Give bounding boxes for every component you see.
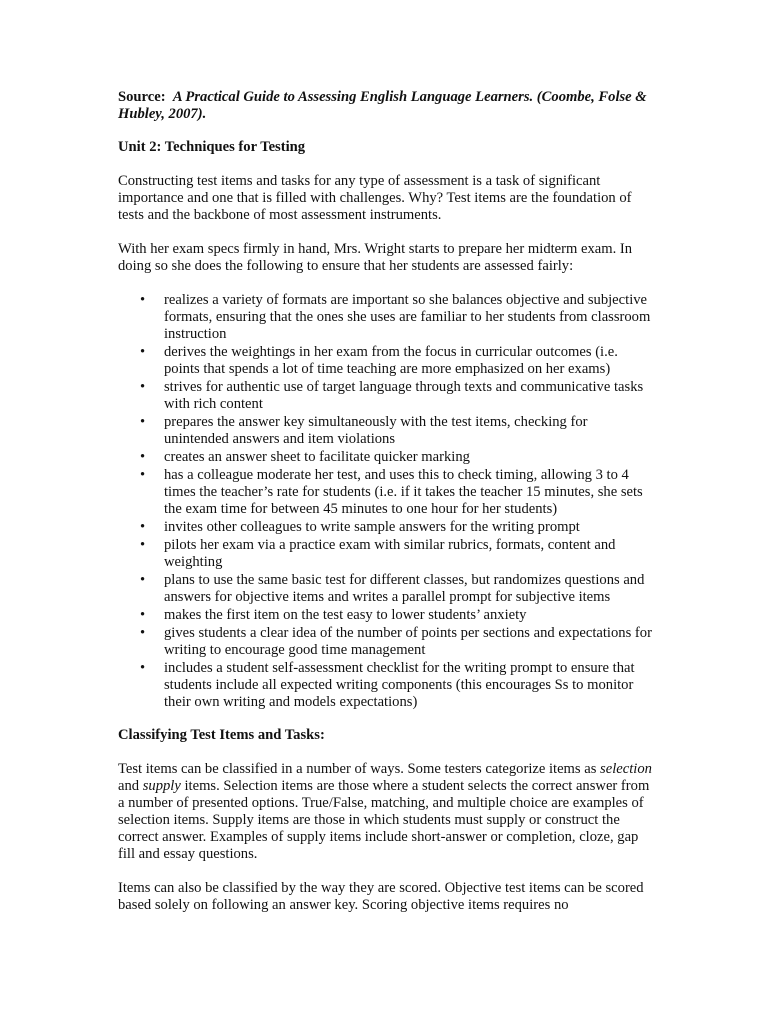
bullet-icon: • bbox=[140, 379, 146, 395]
term-selection: selection bbox=[600, 761, 652, 777]
unit-heading: Unit 2: Techniques for Testing bbox=[118, 139, 306, 155]
list-item bbox=[118, 344, 653, 378]
term-supply: supply bbox=[142, 778, 181, 794]
list-item bbox=[118, 537, 653, 571]
procedure-list bbox=[118, 292, 653, 711]
source-citation bbox=[118, 89, 653, 123]
list-item-text: gives students a clear idea of the number of points per sections and expectations for writing to encourage good time management bbox=[164, 625, 652, 658]
list-item bbox=[118, 292, 653, 343]
document-page bbox=[118, 89, 653, 914]
intro-paragraph: Constructing test items and tasks for any type of assessment is a task of significant importance and one that is filled with challenges. Why? Test items are the foundation of tests and the backbone of most assessment instruments. bbox=[118, 173, 632, 223]
classifying-paragraph-2: Items can also be classified by the way they are scored. Objective test items can be scored based solely on following an answer key. Scoring objective items requires no bbox=[118, 880, 644, 913]
source-title: A Practical Guide to Assessing English Language Learners. (Coombe, Folse & Hubley, 2007) bbox=[118, 89, 647, 122]
bullet-icon: • bbox=[140, 607, 146, 623]
list-item bbox=[118, 449, 653, 466]
list-item-text: includes a student self-assessment checklist for the writing prompt to ensure that students include all expected writing components (this encourages Ss to monitor their own writing and models expectations) bbox=[164, 660, 635, 710]
list-item bbox=[118, 519, 653, 536]
list-item-text: invites other colleagues to write sample answers for the writing prompt bbox=[164, 519, 580, 535]
classifying-text-a: Test items can be classified in a number of ways. Some testers categorize items as bbox=[118, 761, 601, 777]
bullet-icon: • bbox=[140, 414, 146, 430]
source-label: Source: bbox=[118, 89, 166, 105]
source-end: . bbox=[202, 106, 207, 122]
bullet-icon: • bbox=[140, 537, 146, 553]
list-item-text: makes the first item on the test easy to lower students’ anxiety bbox=[164, 607, 527, 623]
classifying-text-b: and bbox=[118, 778, 143, 794]
list-item-text: derives the weightings in her exam from the focus in curricular outcomes (i.e. points that spends a lot of time teaching are more emphasized on her exams) bbox=[164, 344, 618, 377]
list-item bbox=[118, 660, 653, 711]
list-item-text: realizes a variety of formats are important so she balances objective and subjective formats, ensuring that the ones she uses are familiar to her students from classroom instruction bbox=[164, 292, 651, 342]
list-item-text: creates an answer sheet to facilitate quicker marking bbox=[164, 449, 470, 465]
wright-paragraph: With her exam specs firmly in hand, Mrs. Wright starts to prepare her midterm exam. In doing so she does the following to ensure that her students are assessed fairly: bbox=[118, 241, 633, 274]
list-item bbox=[118, 572, 653, 606]
bullet-icon: • bbox=[140, 625, 146, 641]
list-item bbox=[118, 625, 653, 659]
bullet-icon: • bbox=[140, 660, 146, 676]
list-item bbox=[118, 607, 653, 624]
list-item-text: strives for authentic use of target language through texts and communicative tasks with rich content bbox=[164, 379, 644, 412]
bullet-icon: • bbox=[140, 449, 146, 465]
classifying-heading: Classifying Test Items and Tasks: bbox=[118, 727, 325, 743]
list-item bbox=[118, 379, 653, 413]
bullet-icon: • bbox=[140, 344, 146, 360]
bullet-icon: • bbox=[140, 519, 146, 535]
list-item-text: pilots her exam via a practice exam with similar rubrics, formats, content and weighting bbox=[164, 537, 616, 570]
list-item-text: prepares the answer key simultaneously with the test items, checking for unintended answers and item violations bbox=[164, 414, 588, 447]
bullet-icon: • bbox=[140, 292, 146, 308]
classifying-paragraph-1 bbox=[118, 761, 653, 863]
list-item bbox=[118, 414, 653, 448]
classifying-text-c: items. Selection items are those where a student selects the correct answer from a number of presented options. True/False, matching, and multiple choice are examples of selection items. Supply items are those in which students must supply or construct the correct answer. Examples of supply items include short-answer or completion, cloze, gap fill and essay questions. bbox=[118, 778, 650, 862]
list-item-text: plans to use the same basic test for different classes, but randomizes questions and answers for objective items and writes a parallel prompt for subjective items bbox=[164, 572, 645, 605]
list-item-text: has a colleague moderate her test, and uses this to check timing, allowing 3 to 4 times the teacher’s rate for students (i.e. if it takes the teacher 15 minutes, she sets the exam time for between 45 minutes to one hour for her students) bbox=[164, 467, 643, 517]
list-item bbox=[118, 467, 653, 518]
bullet-icon: • bbox=[140, 572, 146, 588]
bullet-icon: • bbox=[140, 467, 146, 483]
